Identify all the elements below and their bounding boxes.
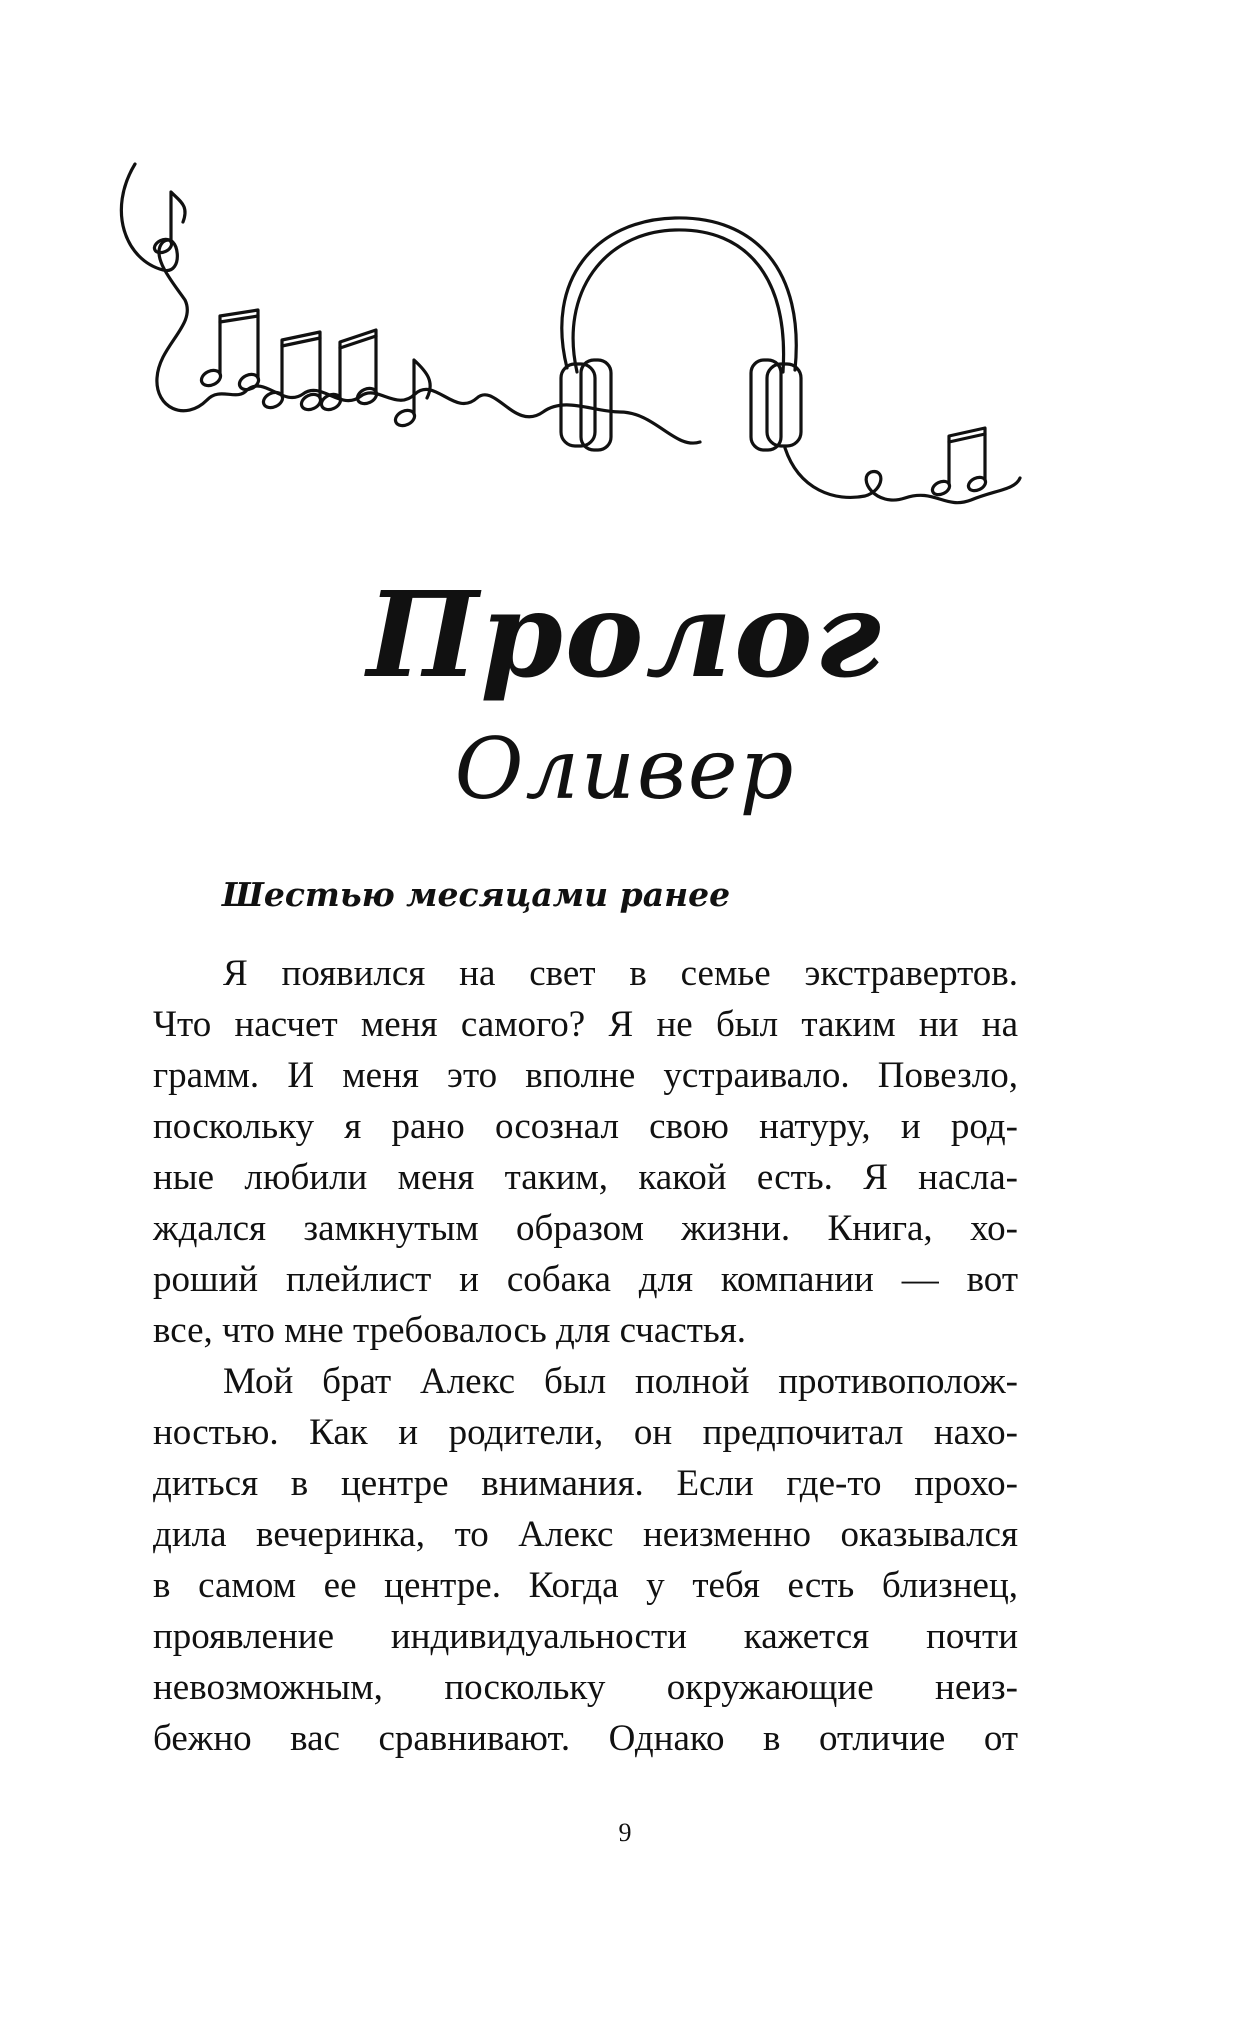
text-line: грамм. И меня это вполне устраивало. Повезло,	[153, 1055, 1018, 1096]
text-line: ностью. Как и родители, он предпочитал нахо-	[153, 1412, 1018, 1453]
text-line: роший плейлист и собака для компании — вот	[153, 1259, 1018, 1300]
note-beam	[340, 336, 376, 348]
headphones-music-notes-icon	[115, 150, 1095, 530]
text-line: ные любили меня таким, какой есть. Я насла-	[153, 1157, 1018, 1198]
page-number: 9	[618, 1818, 632, 1847]
text-line: все, что мне требовалось для счастья.	[153, 1310, 747, 1351]
note-stem	[171, 192, 185, 242]
text-line: дила вечеринка, то Алекс неизменно оказывался	[153, 1514, 1018, 1555]
text-line: Я появился на свет в семье экстравертов.	[223, 953, 1018, 994]
chapter-body	[153, 948, 1018, 1764]
text-line: невозможным, поскольку окружающие неиз-	[153, 1667, 1018, 1708]
text-line: проявление индивидуальности кажется почти	[153, 1616, 1018, 1657]
note-beam	[220, 316, 258, 322]
cable-line	[121, 164, 700, 443]
text-line: поскольку я рано осознал свою натуру, и род-	[153, 1106, 1018, 1147]
chapter-narrator: Оливер	[454, 720, 796, 818]
right-ear-cup	[767, 364, 801, 446]
headband	[562, 218, 796, 370]
note-stem	[414, 360, 430, 414]
text-line: Что насчет меня самого? Я не был таким ни на	[153, 1004, 1018, 1045]
headband-inner	[573, 230, 783, 372]
text-line: Мой брат Алекс был полной противополож-	[223, 1361, 1018, 1402]
text-line: бежно вас сравнивают. Однако в отличие от	[153, 1718, 1018, 1759]
text-line: в самом ее центре. Когда у тебя есть близнец,	[153, 1565, 1018, 1606]
chapter-timeframe: Шестью месяцами ранее	[222, 875, 731, 914]
text-line: ждался замкнутым образом жизни. Книга, хо-	[153, 1208, 1018, 1249]
text-line: диться в центре внимания. Если где-то прохо-	[153, 1463, 1018, 1504]
chapter-title: Пролог	[366, 565, 884, 704]
